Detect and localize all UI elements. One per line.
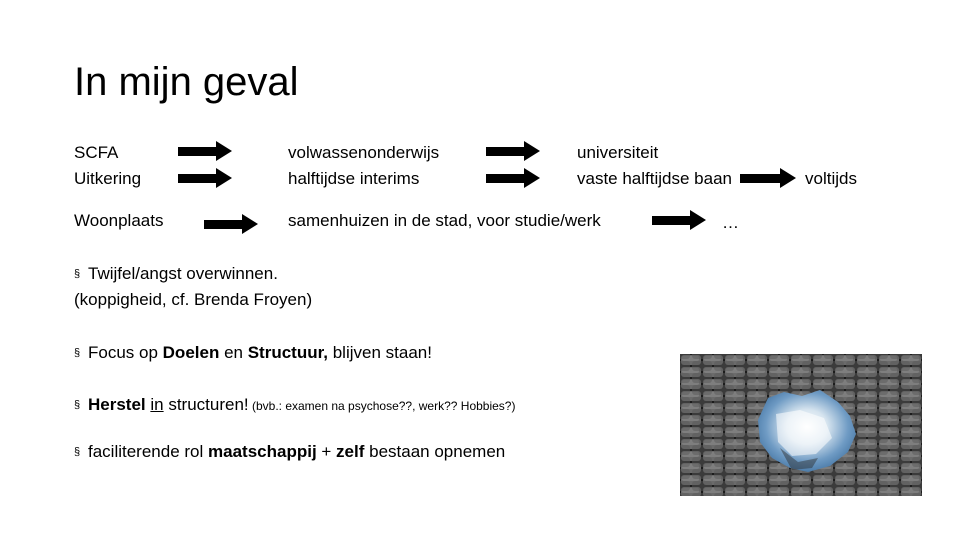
label-woonplaats: Woonplaats xyxy=(74,211,164,230)
bullet-twijfel: § Twijfel/angst overwinnen. xyxy=(74,262,278,288)
bullet-faciliterende: § faciliterende rol maatschappij + zelf bestaan opnemen xyxy=(74,440,505,466)
label-ellipsis: … xyxy=(722,213,739,232)
label-vaste-halftijdse-baan: vaste halftijdse baan xyxy=(577,169,732,188)
arrow-right-icon xyxy=(178,168,232,189)
bullet-focus: § Focus op Doelen en Structuur, blijven staan! xyxy=(74,341,432,367)
bullet-marker: § xyxy=(74,347,81,359)
arrow-right-icon xyxy=(740,168,796,189)
arrow-right-icon xyxy=(652,210,706,231)
label-voltijds: voltijds xyxy=(805,169,857,188)
bullet-marker: § xyxy=(74,399,81,411)
label-volwassenonderwijs: volwassenonderwijs xyxy=(288,143,440,162)
label-halftijdse-interims: halftijdse interims xyxy=(288,169,420,188)
arrow-right-icon xyxy=(486,168,540,189)
label-uitkering: Uitkering xyxy=(74,169,142,188)
arrow-right-icon xyxy=(204,214,258,235)
arrow-right-icon xyxy=(486,141,540,162)
label-scfa: SCFA xyxy=(74,143,119,162)
arrow-right-icon xyxy=(178,141,232,162)
bullet-herstel: § Herstel in structuren! (bvb.: examen na psychose??, werk?? Hobbies?) xyxy=(74,393,515,419)
bullet-twijfel-continued: (koppigheid, cf. Brenda Froyen) xyxy=(74,290,313,309)
bullet-marker: § xyxy=(74,446,81,458)
slide-title: In mijn geval xyxy=(74,60,299,104)
bullet-marker: § xyxy=(74,268,81,280)
label-samenhuizen: samenhuizen in de stad, voor studie/werk xyxy=(288,211,601,230)
cobblestones-puddle-photo xyxy=(680,354,922,496)
label-universiteit: universiteit xyxy=(577,143,659,162)
